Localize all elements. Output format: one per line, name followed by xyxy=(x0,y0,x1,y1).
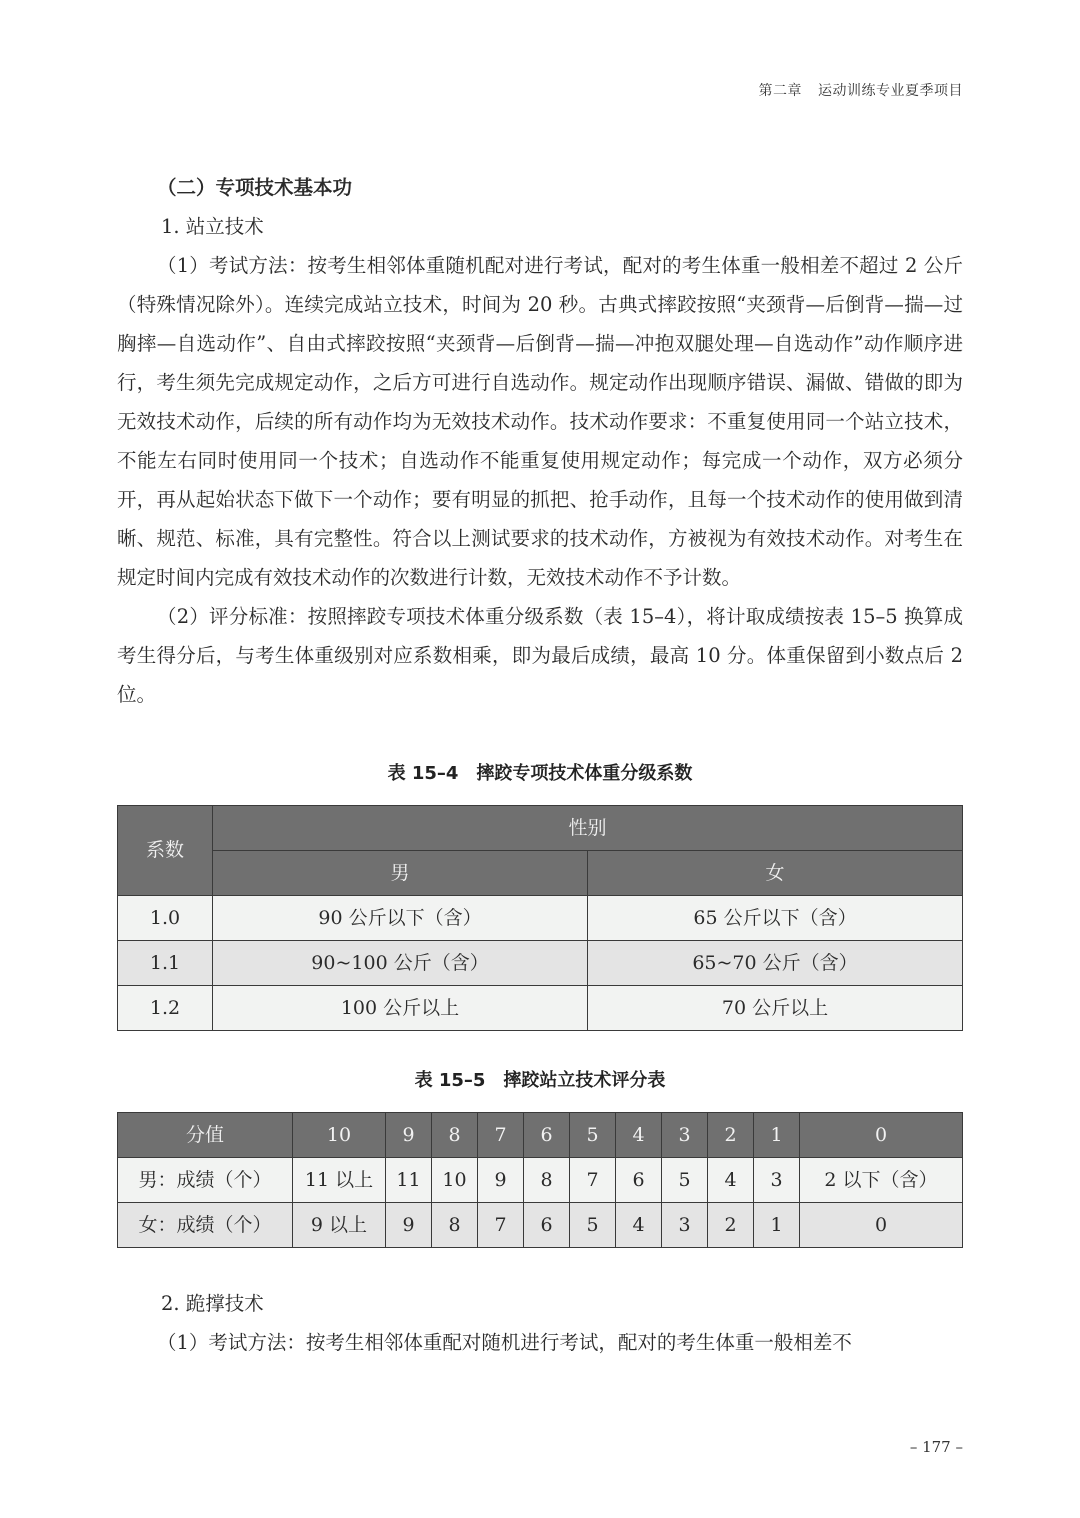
page-number: – 177 – xyxy=(909,1438,963,1456)
cell-coef: 1.2 xyxy=(118,986,213,1031)
paragraph-scoring-standard: （2）评分标准：按照摔跤专项技术体重分级系数（表 15–4），将计取成绩按表 15–5 换算成考生得分后，与考生体重级别对应系数相乘，即为最后成绩，最高 10 分。体重保留到小数点后 2 位。 xyxy=(117,605,963,706)
section-heading: （二）专项技术基本功 xyxy=(157,176,353,199)
cell-female: 70 公斤以上 xyxy=(588,986,963,1031)
cell-female: 65~70 公斤（含） xyxy=(588,941,963,986)
cell: 4 xyxy=(616,1203,662,1248)
header-cell: 4 xyxy=(616,1113,662,1158)
cell-male: 90 公斤以下（含） xyxy=(213,896,588,941)
cell: 3 xyxy=(662,1203,708,1248)
chapter-number: 第二章 xyxy=(758,83,802,99)
cell: 2 以下（含） xyxy=(800,1158,963,1203)
cell: 4 xyxy=(708,1158,754,1203)
header-male: 男 xyxy=(213,851,588,896)
cell-coef: 1.1 xyxy=(118,941,213,986)
cell: 5 xyxy=(662,1158,708,1203)
paragraph-exam-method: （1）考试方法：按考生相邻体重随机配对进行考试，配对的考生体重一般相差不超过 2 公斤（特殊情况除外）。连续完成站立技术，时间为 20 秒。古典式摔跤按照“夹颈背—后倒背—揣—过胸摔—自选动作”、自由式摔跤按照“夹颈背—后倒背—揣—冲抱双腿处理—自选动作”动作顺序进行，考生须先完成规定动作，之后方可进行自选动作。规定动作出现顺序错误、漏做、错做的即为无效技术动作，后续的所有动作均为无效技术动作。技术动作要求：不重复使用同一个站立技术，不能左右同时使用同一个技术；自选动作不能重复使用规定动作；每完成一个动作，双方必须分开，再从起始状态下做下一个动作；要有明显的抓把、抢手动作，且每一个技术动作的使用做到清晰、规范、标准，具有完整性。符合以上测试要求的技术动作，方被视为有效技术动作。对考生在规定时间内完成有效技术动作的次数进行计数，无效技术动作不予计数。 xyxy=(117,254,963,589)
cell: 6 xyxy=(616,1158,662,1203)
cell: 7 xyxy=(570,1158,616,1203)
table-row xyxy=(118,896,963,941)
table-15-5-title: 表 15–5 摔跤站立技术评分表 xyxy=(414,1070,666,1091)
cell: 8 xyxy=(432,1203,478,1248)
cell: 2 xyxy=(708,1203,754,1248)
table-15-4-title: 表 15–4 摔跤专项技术体重分级系数 xyxy=(387,763,693,784)
row-label: 女：成绩（个） xyxy=(118,1203,293,1248)
header-cell: 7 xyxy=(478,1113,524,1158)
header-cell: 0 xyxy=(800,1113,963,1158)
header-cell: 3 xyxy=(662,1113,708,1158)
cell: 0 xyxy=(800,1203,963,1248)
cell: 9 xyxy=(478,1158,524,1203)
cell: 9 以上 xyxy=(293,1203,386,1248)
page-body xyxy=(117,168,963,1362)
header-female: 女 xyxy=(588,851,963,896)
header-cell: 1 xyxy=(754,1113,800,1158)
subsection-title-kneeling: 2. 跪撑技术 xyxy=(161,1292,264,1315)
cell: 5 xyxy=(570,1203,616,1248)
cell: 1 xyxy=(754,1203,800,1248)
table-row xyxy=(118,1158,963,1203)
cell: 9 xyxy=(386,1203,432,1248)
cell: 6 xyxy=(524,1203,570,1248)
cell-coef: 1.0 xyxy=(118,896,213,941)
header-cell: 6 xyxy=(524,1113,570,1158)
table-standing-score xyxy=(117,1112,963,1248)
header-cell: 5 xyxy=(570,1113,616,1158)
paragraph-kneeling-exam-method: （1）考试方法：按考生相邻体重配对随机进行考试，配对的考生体重一般相差不 xyxy=(157,1331,852,1354)
cell: 11 以上 xyxy=(293,1158,386,1203)
running-header xyxy=(759,80,964,100)
score-header-row xyxy=(118,1113,963,1158)
table-row xyxy=(118,986,963,1031)
cell: 10 xyxy=(432,1158,478,1203)
cell: 3 xyxy=(754,1158,800,1203)
chapter-title: 运动训练专业夏季项目 xyxy=(818,83,963,99)
cell: 11 xyxy=(386,1158,432,1203)
cell-male: 90~100 公斤（含） xyxy=(213,941,588,986)
header-cell: 9 xyxy=(386,1113,432,1158)
cell-male: 100 公斤以上 xyxy=(213,986,588,1031)
header-coefficient: 系数 xyxy=(118,806,213,896)
table-row xyxy=(118,1203,963,1248)
table-weight-coefficient xyxy=(117,805,963,1031)
header-cell: 2 xyxy=(708,1113,754,1158)
cell-female: 65 公斤以下（含） xyxy=(588,896,963,941)
header-cell: 10 xyxy=(293,1113,386,1158)
cell: 7 xyxy=(478,1203,524,1248)
row-label: 男：成绩（个） xyxy=(118,1158,293,1203)
cell: 8 xyxy=(524,1158,570,1203)
header-cell: 分值 xyxy=(118,1113,293,1158)
subsection-title-standing: 1. 站立技术 xyxy=(161,215,264,238)
header-gender: 性别 xyxy=(213,806,963,851)
header-cell: 8 xyxy=(432,1113,478,1158)
table-row xyxy=(118,941,963,986)
